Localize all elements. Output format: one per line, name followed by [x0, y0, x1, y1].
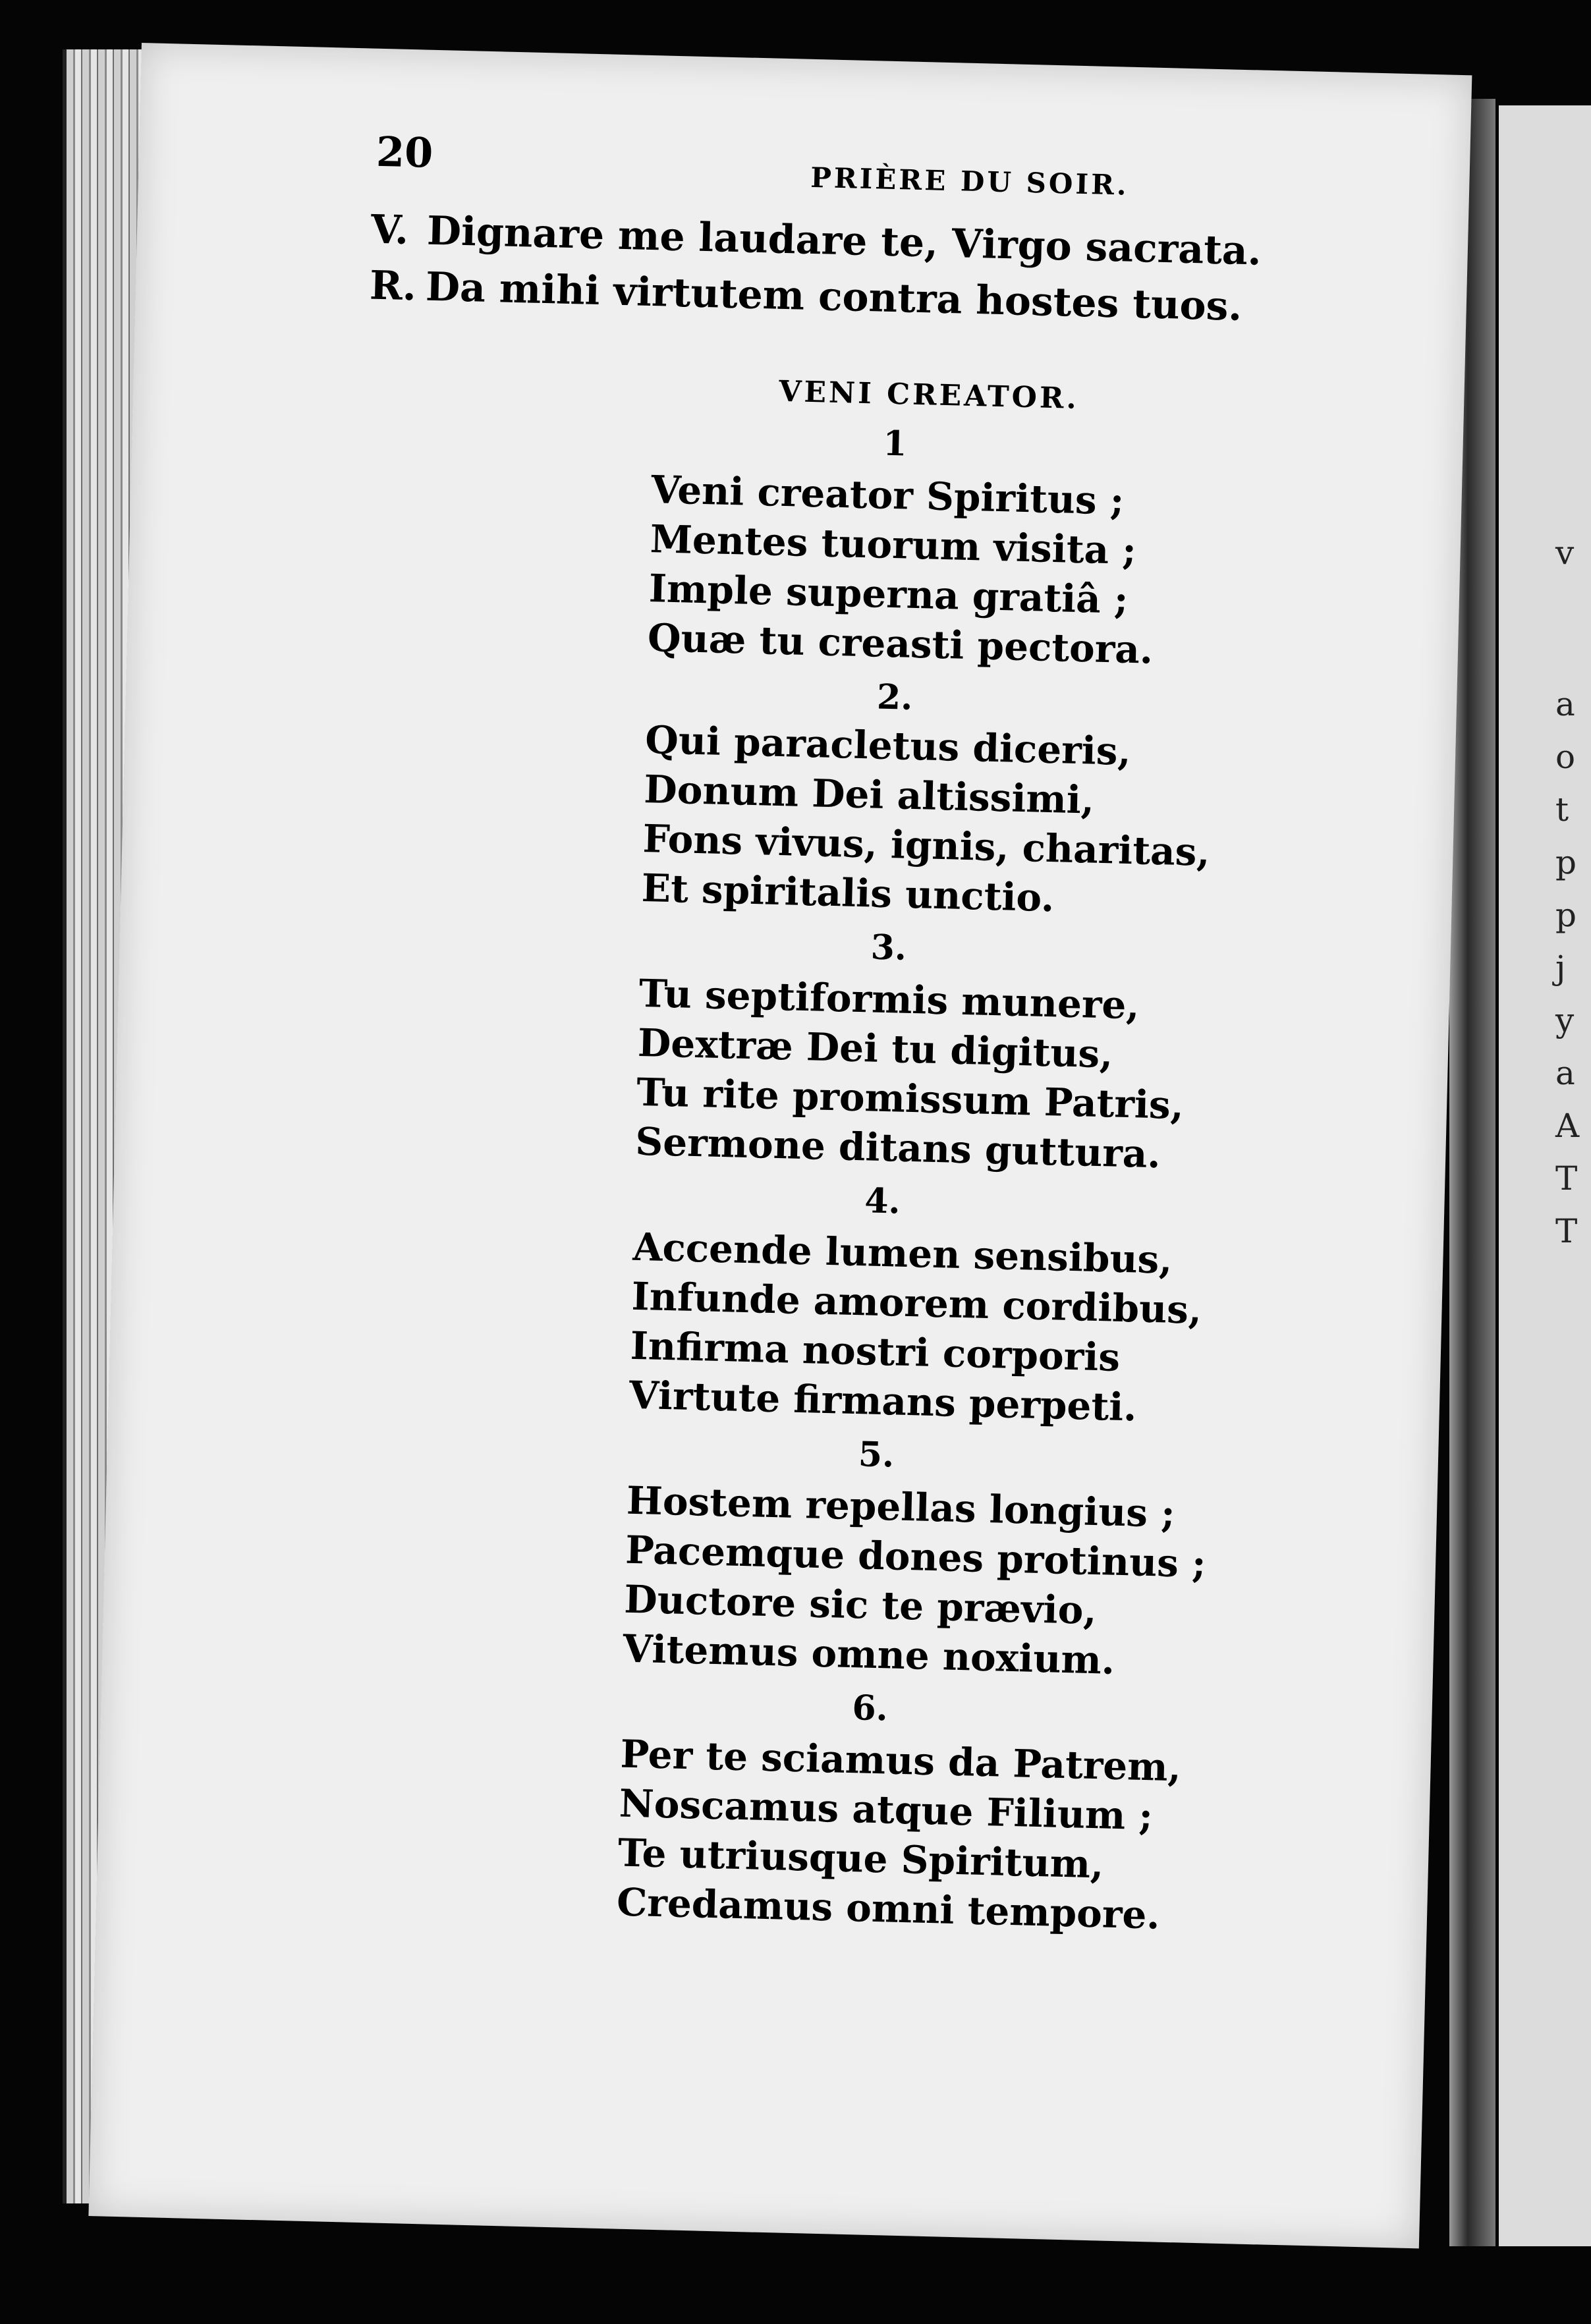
- verse-line: Imple superna gratiâ ;: [648, 566, 1129, 622]
- facing-letter: j: [1555, 949, 1566, 987]
- verse-line: Fons vivus, ignis, charitas,: [642, 816, 1211, 875]
- response-mark: R.: [369, 262, 417, 310]
- stanza-number: 6.: [851, 1688, 889, 1729]
- verse-line: Credamus omni tempore.: [616, 1879, 1161, 1938]
- versicle-text: Dignare me laudare te, Virgo sacrata.: [426, 208, 1262, 275]
- facing-letter: p: [1555, 843, 1577, 881]
- verse-line: Donum Dei altissimi,: [643, 766, 1095, 823]
- verse-line: Infunde amorem cordibus,: [630, 1273, 1202, 1333]
- response: [369, 263, 1242, 330]
- facing-letter: a: [1555, 1054, 1575, 1092]
- verse-line: Noscamus atque Filium ;: [619, 1781, 1154, 1839]
- stanza-number: 3.: [870, 927, 907, 968]
- stanza-number: 5.: [858, 1434, 895, 1476]
- verse-line: Dextræ Dei tu digitus,: [637, 1020, 1114, 1077]
- verse-line: Tu rite promissum Patris,: [636, 1069, 1185, 1128]
- verse-line: Mentes tuorum visita ;: [650, 516, 1137, 574]
- running-head: PRIÈRE DU SOIR.: [810, 161, 1130, 202]
- stanza-number: 1: [882, 423, 908, 464]
- verse-line: Qui paracletus diceris,: [644, 717, 1132, 774]
- facing-letter: T: [1555, 1212, 1578, 1250]
- book-page: [88, 43, 1472, 2248]
- facing-letter: a: [1555, 685, 1575, 723]
- verse-line: Sermone ditans guttura.: [634, 1119, 1161, 1177]
- verse-line: Per te sciamus da Patrem,: [619, 1731, 1182, 1790]
- facing-letter: p: [1555, 896, 1577, 934]
- page-number: 20: [376, 127, 434, 177]
- versicle-mark: V.: [370, 206, 409, 254]
- verse-line: Et spiritalis unctio.: [641, 865, 1055, 921]
- verse-line: Infirma nostri corporis: [630, 1323, 1121, 1380]
- facing-letter: v: [1555, 534, 1575, 572]
- verse-line: Tu septiformis munere,: [638, 970, 1140, 1028]
- verse-line: Pacemque dones protinus ;: [625, 1527, 1207, 1587]
- versicle: [370, 207, 1262, 275]
- hymn-title: VENI CREATOR.: [778, 374, 1080, 416]
- response-text: Da mihi virtutem contra hostes tuos.: [425, 263, 1243, 330]
- stanza-number: 2.: [876, 677, 914, 718]
- facing-page-edge: [1499, 105, 1591, 2246]
- verse-line: Te utriusque Spiritum,: [617, 1830, 1105, 1887]
- facing-letter: t: [1555, 790, 1569, 829]
- verse-line: Vitemus omne noxium.: [622, 1626, 1115, 1683]
- facing-letter: o: [1555, 738, 1576, 776]
- verse-line: Quæ tu creasti pectora.: [647, 615, 1154, 673]
- verse-line: Accende lumen sensibus,: [632, 1224, 1173, 1283]
- stanza-number: 4.: [864, 1180, 901, 1222]
- verse-line: Veni creator Spiritus ;: [650, 467, 1125, 524]
- verse-line: Ductore sic te prævio,: [623, 1576, 1098, 1634]
- verse-line: Virtute firmans perpeti.: [628, 1372, 1138, 1430]
- facing-letter: y: [1555, 1001, 1575, 1039]
- facing-letter: T: [1555, 1159, 1578, 1198]
- verse-line: Hostem repellas longius ;: [626, 1478, 1176, 1536]
- facing-letter: A: [1555, 1107, 1580, 1145]
